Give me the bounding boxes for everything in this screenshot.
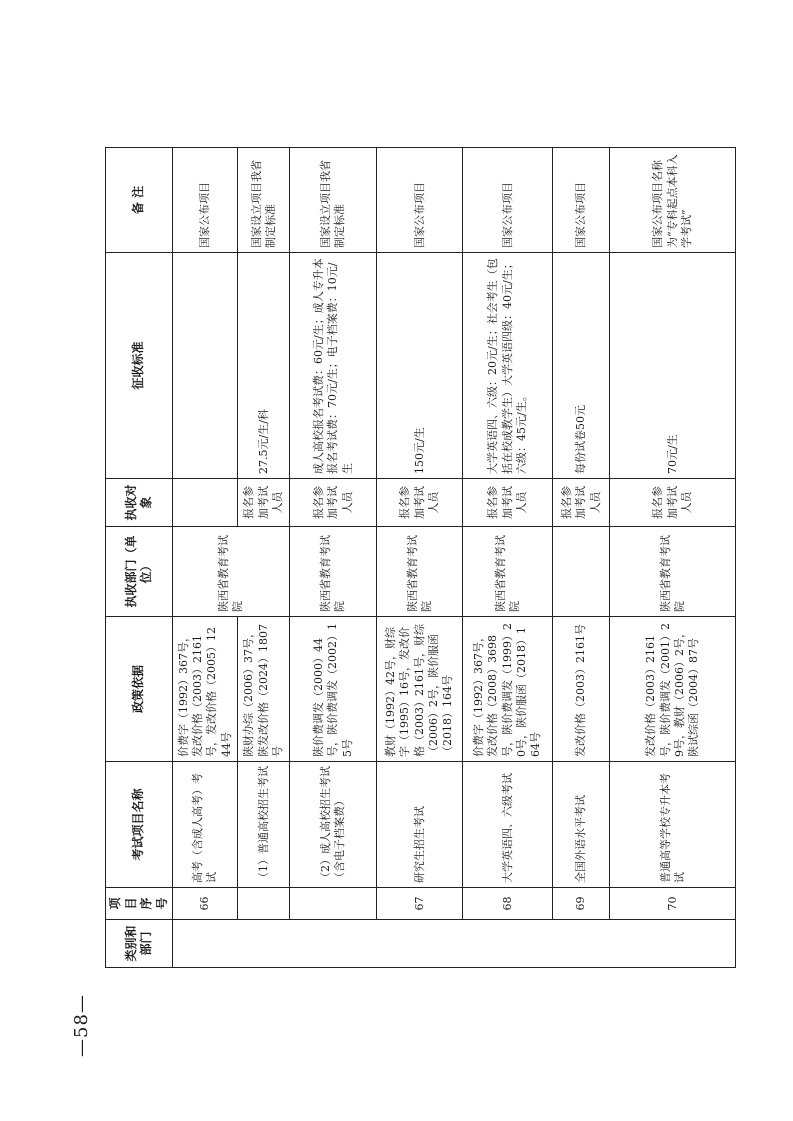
header-target: 执收对象 [106,479,173,527]
target-cell: 报名参加考试人员 [238,479,290,527]
seq-cell: 68 [463,888,553,920]
header-dept: 执收部门（单位） [106,527,173,617]
target-cell [173,479,238,527]
table-row [553,148,610,968]
remark-cell: 国家设立项目我省制定标准 [290,148,377,253]
name-cell: （2）成人高校招生考试（含电子档案费） [290,762,377,888]
standard-cell: 每份试卷50元 [553,253,610,479]
header-basis: 政策依据 [106,617,173,762]
remark-cell: 国家公布项目 [173,148,238,253]
category-cell [173,920,736,968]
rotated-table-container [105,148,718,968]
fee-table [105,147,736,968]
basis-cell: 发改价格（2003）2161号，陕价费调发（2001）29号，教财（2006）2号，陕试综函（2004）87号 [610,617,736,762]
dept-cell: 陕西省教育考试院 [463,527,553,617]
basis-cell: 陕财办综（2006）37号，陕发改价格（2024）1807号 [238,617,290,762]
name-cell: 研究生招生考试 [377,762,463,888]
seq-cell [290,888,377,920]
target-cell: 报名参加考试人员 [377,479,463,527]
basis-cell: 价费字（1992）367号，发改价格（2008）3698号，陕价费调发（1999）20号，陕价服函（2018）164号 [463,617,553,762]
table-row [377,148,463,968]
name-cell: 高考（含成人高考）考试 [173,762,238,888]
table-row [290,148,377,968]
table-row [463,148,553,968]
name-cell: （1）普通高校招生考试 [238,762,290,888]
header-standard: 征收标准 [106,253,173,479]
remark-cell: 国家公布项目 [463,148,553,253]
dept-cell: 陕西省教育考试院 [290,527,377,617]
standard-cell: 成人高校报名考试费：60元/生；成人专升本报名考试费：70元/生；电子档案费：10元/生 [290,253,377,479]
basis-cell: 发改价格（2003）2161号 [553,617,610,762]
basis-cell: 陕价费调发（2000）44号，陕价费调发（2002）15号 [290,617,377,762]
target-cell: 报名参加考试人员 [290,479,377,527]
standard-cell: 150元/生 [377,253,463,479]
target-cell: 报名参加考试人员 [463,479,553,527]
standard-cell: 大学英语四、六级：20元/生；社会考生（包括在校成教学生）大学英语四级：40元/生；六级：45元/生。 [463,253,553,479]
seq-cell: 67 [377,888,463,920]
standard-cell: 70元/生 [610,253,736,479]
basis-cell: 价费字（1992）367号，发改价格（2003）2161号，发改价格（2005）1244号 [173,617,238,762]
name-cell: 大学英语四、六级考试 [463,762,553,888]
header-seq: 项目序号 [106,888,173,920]
seq-cell: 69 [553,888,610,920]
dept-cell: 陕西省教育考试院 [173,527,290,617]
header-remark: 备 注 [106,148,173,253]
header-row [106,148,173,968]
seq-cell: 66 [173,888,238,920]
dept-cell [553,527,610,617]
standard-cell: 27.5元/生/科 [238,253,290,479]
target-cell: 报名参加考试人员 [553,479,610,527]
target-cell: 报名参加考试人员 [610,479,736,527]
name-cell: 普通高等学校专升本考试 [610,762,736,888]
dept-cell: 陕西省教育考试院 [610,527,736,617]
page-number: —58— [70,993,92,1057]
basis-cell: 教财（1992）42号，财综字（1995）16号，发改价格（2003）2161号，财综（2006）2号，陕价服函（2018）164号 [377,617,463,762]
remark-cell: 国家公布项目 [553,148,610,253]
dept-cell: 陕西省教育考试院 [377,527,463,617]
seq-cell [238,888,290,920]
remark-cell: 国家设立项目我省制定标准 [238,148,290,253]
table-row [173,148,238,968]
header-category: 类别和部门 [106,920,173,968]
remark-cell: 国家公布项目名称为“专科起点本科入学考试” [610,148,736,253]
name-cell: 全国外语水平考试 [553,762,610,888]
seq-cell: 70 [610,888,736,920]
table-row [610,148,736,968]
remark-cell: 国家公布项目 [377,148,463,253]
header-name: 考试项目名称 [106,762,173,888]
standard-cell [173,253,238,479]
